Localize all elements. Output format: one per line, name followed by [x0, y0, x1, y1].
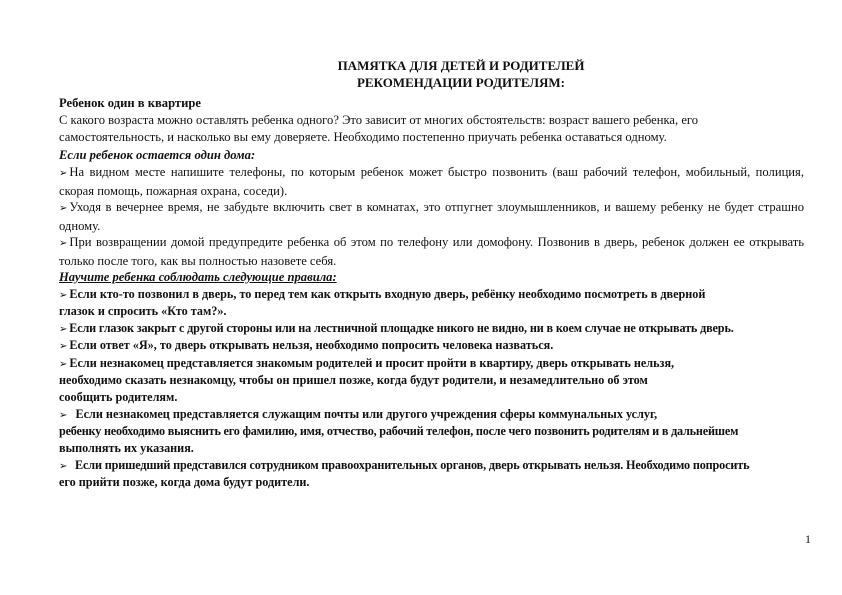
section-heading-home-alone: Если ребенок остается один дома:	[59, 148, 256, 162]
arrow-bullet-icon: ➢	[59, 238, 68, 249]
rule-item-continuation: необходимо сказать незнакомцу, чтобы он пришел позже, когда будут родители, и незамедлительно об этом	[59, 373, 648, 387]
arrow-bullet-icon: ➢	[59, 290, 68, 301]
rule-item: ➢ Если кто-то позвонил в дверь, то перед тем как открыть входную дверь, ребёнку необходимо посмотреть в дверной	[59, 287, 706, 301]
rule-item-continuation: ребенку необходимо выяснить его фамилию, имя, отчество, рабочий телефон, после чего позвонить родителям и в дальнейшем	[59, 424, 739, 438]
page-number: 1	[805, 532, 811, 546]
list-item: ➢ Уходя в вечернее время, не забудьте включить свет в комнатах, это отпугнет злоумышленников, и вашему ребенку не будет страшно одному.	[59, 200, 804, 233]
intro-line-1: С какого возраста можно оставлять ребенка одного? Это зависит от многих обстоятельств: возраст вашего ребенка, его	[59, 113, 699, 127]
arrow-bullet-icon: ➢	[59, 168, 68, 179]
rule-item-continuation: глазок и спросить «Кто там?».	[59, 304, 227, 318]
arrow-bullet-icon: ➢	[59, 359, 68, 370]
section-heading-rules: Научите ребенка соблюдать следующие правила:	[59, 270, 337, 284]
rule-item-continuation: его прийти позже, когда дома будут родители.	[59, 475, 310, 489]
document-title-line-1: ПАМЯТКА ДЛЯ ДЕТЕЙ И РОДИТЕЛЕЙ	[337, 58, 585, 73]
rule-item: ➢ Если пришедший представился сотрудником правоохранительных органов, дверь открывать нельзя. Необходимо попросить	[59, 458, 750, 472]
rule-item: ➢ Если ответ «Я», то дверь открывать нельзя, необходимо попросить человека назваться.	[59, 338, 554, 352]
arrow-bullet-icon: ➢	[59, 324, 68, 335]
rule-item-continuation: сообщить родителям.	[59, 390, 178, 404]
intro-line-2: самостоятельность, и насколько вы ему доверяете. Необходимо постепенно приучать ребенка оставаться одному.	[59, 130, 667, 144]
arrow-bullet-icon: ➢	[59, 461, 68, 472]
list-item: ➢ На видном месте напишите телефоны, по которым ребенок может быстро позвонить (ваш рабочий телефон, мобильный, полиция, скорая помощь, пожарная охрана, соседи).	[59, 165, 804, 198]
rule-item: ➢ Если незнакомец представляется знакомым родителей и просит пройти в квартиру, дверь открывать нельзя,	[59, 356, 675, 370]
arrow-bullet-icon: ➢	[59, 410, 68, 421]
section-heading-alone: Ребенок один в квартире	[59, 96, 201, 110]
rule-item: ➢ Если глазок закрыт с другой стороны или на лестничной площадке никого не видно, ни в коем случае не открывать дверь.	[59, 321, 734, 335]
rule-item-continuation: выполнять их указания.	[59, 441, 194, 455]
rule-item: ➢ Если незнакомец представляется служащим почты или другого учреждения сферы коммунальных услуг,	[59, 407, 658, 421]
document-title-line-2: РЕКОМЕНДАЦИИ РОДИТЕЛЯМ:	[356, 75, 566, 90]
list-item: ➢ При возвращении домой предупредите ребенка об этом по телефону или домофону. Позвонив в дверь, ребенок должен ее открывать только после того, как вы полностью назовете себя.	[59, 235, 804, 268]
arrow-bullet-icon: ➢	[59, 341, 68, 352]
arrow-bullet-icon: ➢	[59, 203, 68, 214]
